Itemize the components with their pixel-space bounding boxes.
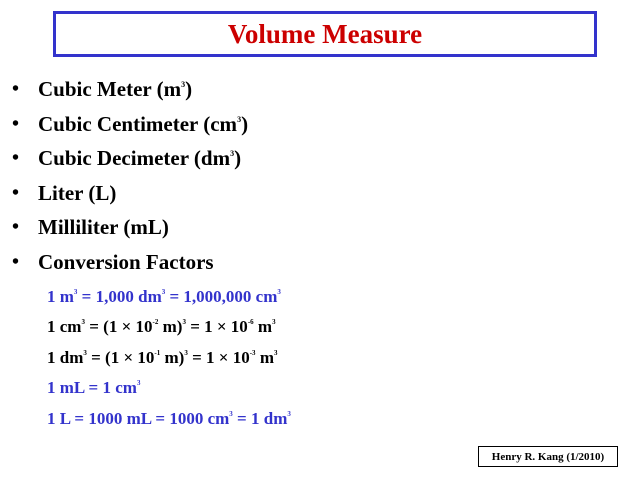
conv-text: = 1,000 dm [77, 287, 162, 306]
superscript: -6 [247, 318, 254, 327]
bullet-dot-icon: • [12, 216, 20, 239]
conversion-line-2 [47, 312, 291, 342]
conv-text: 1 cm [47, 317, 82, 337]
superscript: 3 [73, 288, 78, 296]
bullet-dot-icon: • [12, 78, 20, 100]
bullet-dot-icon: • [12, 112, 20, 135]
superscript: 3 [81, 318, 85, 327]
bullet-dot-icon: • [12, 147, 20, 170]
superscript: -1 [154, 348, 161, 357]
conv-text: = 1 × 10 [187, 347, 250, 367]
superscript: 3 [277, 288, 281, 296]
bullet-dot-icon: • [12, 250, 20, 273]
conv-text: m [255, 347, 274, 367]
superscript: 3 [184, 348, 188, 357]
superscript: 3 [229, 409, 233, 418]
conv-text: = 1,000,000 cm [165, 287, 278, 306]
bullet-tail: ) [234, 146, 242, 171]
superscript: 3 [230, 149, 235, 159]
bullet-milliliter [12, 210, 248, 245]
conversion-list [47, 282, 291, 434]
author-credit [478, 446, 618, 467]
bullet-cubic-centimeter [12, 107, 248, 142]
conv-text: m [253, 317, 273, 337]
bullet-cubic-decimeter [12, 141, 248, 176]
superscript: -2 [152, 318, 159, 327]
superscript: 3 [182, 318, 186, 327]
conv-text: 1 mL = 1 cm [47, 378, 137, 398]
superscript: 3 [83, 348, 87, 357]
superscript: -3 [249, 348, 256, 357]
conv-text: = (1 × 10 [84, 317, 153, 337]
conv-text: = 1 × 10 [185, 317, 248, 337]
conv-text: m) [160, 347, 185, 367]
bullet-dot-icon: • [12, 181, 20, 204]
superscript: 3 [287, 409, 291, 418]
superscript: 3 [237, 114, 242, 124]
conv-text: = (1 × 10 [86, 347, 155, 367]
conv-text: m) [158, 317, 183, 337]
superscript: 3 [273, 348, 278, 357]
bullet-tail: ) [241, 111, 249, 136]
credit-text: Henry R. Kang (1/2010) [491, 450, 605, 463]
superscript: 3 [181, 80, 186, 89]
conv-text: 1 L = 1000 mL = 1000 cm [47, 408, 230, 428]
superscript: 3 [161, 288, 166, 296]
bullet-text: Milliliter (mL) [38, 215, 169, 240]
bullet-conversion-factors [12, 245, 248, 280]
conv-text: 1 m [47, 287, 74, 306]
conversion-line-1 [47, 282, 291, 312]
conv-text: = 1 dm [232, 408, 288, 428]
bullet-text: Conversion Factors [38, 249, 214, 274]
bullet-cubic-meter [12, 72, 248, 107]
bullet-list [12, 72, 248, 280]
bullet-text: Cubic Meter (m [38, 77, 182, 101]
bullet-tail: ) [185, 77, 193, 101]
superscript: 3 [136, 379, 141, 388]
slide-title: Volume Measure [227, 18, 423, 49]
bullet-liter [12, 176, 248, 211]
conversion-line-3 [47, 343, 291, 373]
conv-text: 1 dm [47, 347, 84, 367]
title-box [53, 11, 597, 57]
bullet-text: Liter (L) [38, 180, 117, 205]
bullet-text: Cubic Centimeter (cm [38, 111, 238, 136]
conversion-line-5 [47, 404, 291, 434]
superscript: 3 [272, 318, 276, 327]
bullet-text: Cubic Decimeter (dm [38, 146, 231, 171]
conversion-line-4 [47, 373, 291, 403]
